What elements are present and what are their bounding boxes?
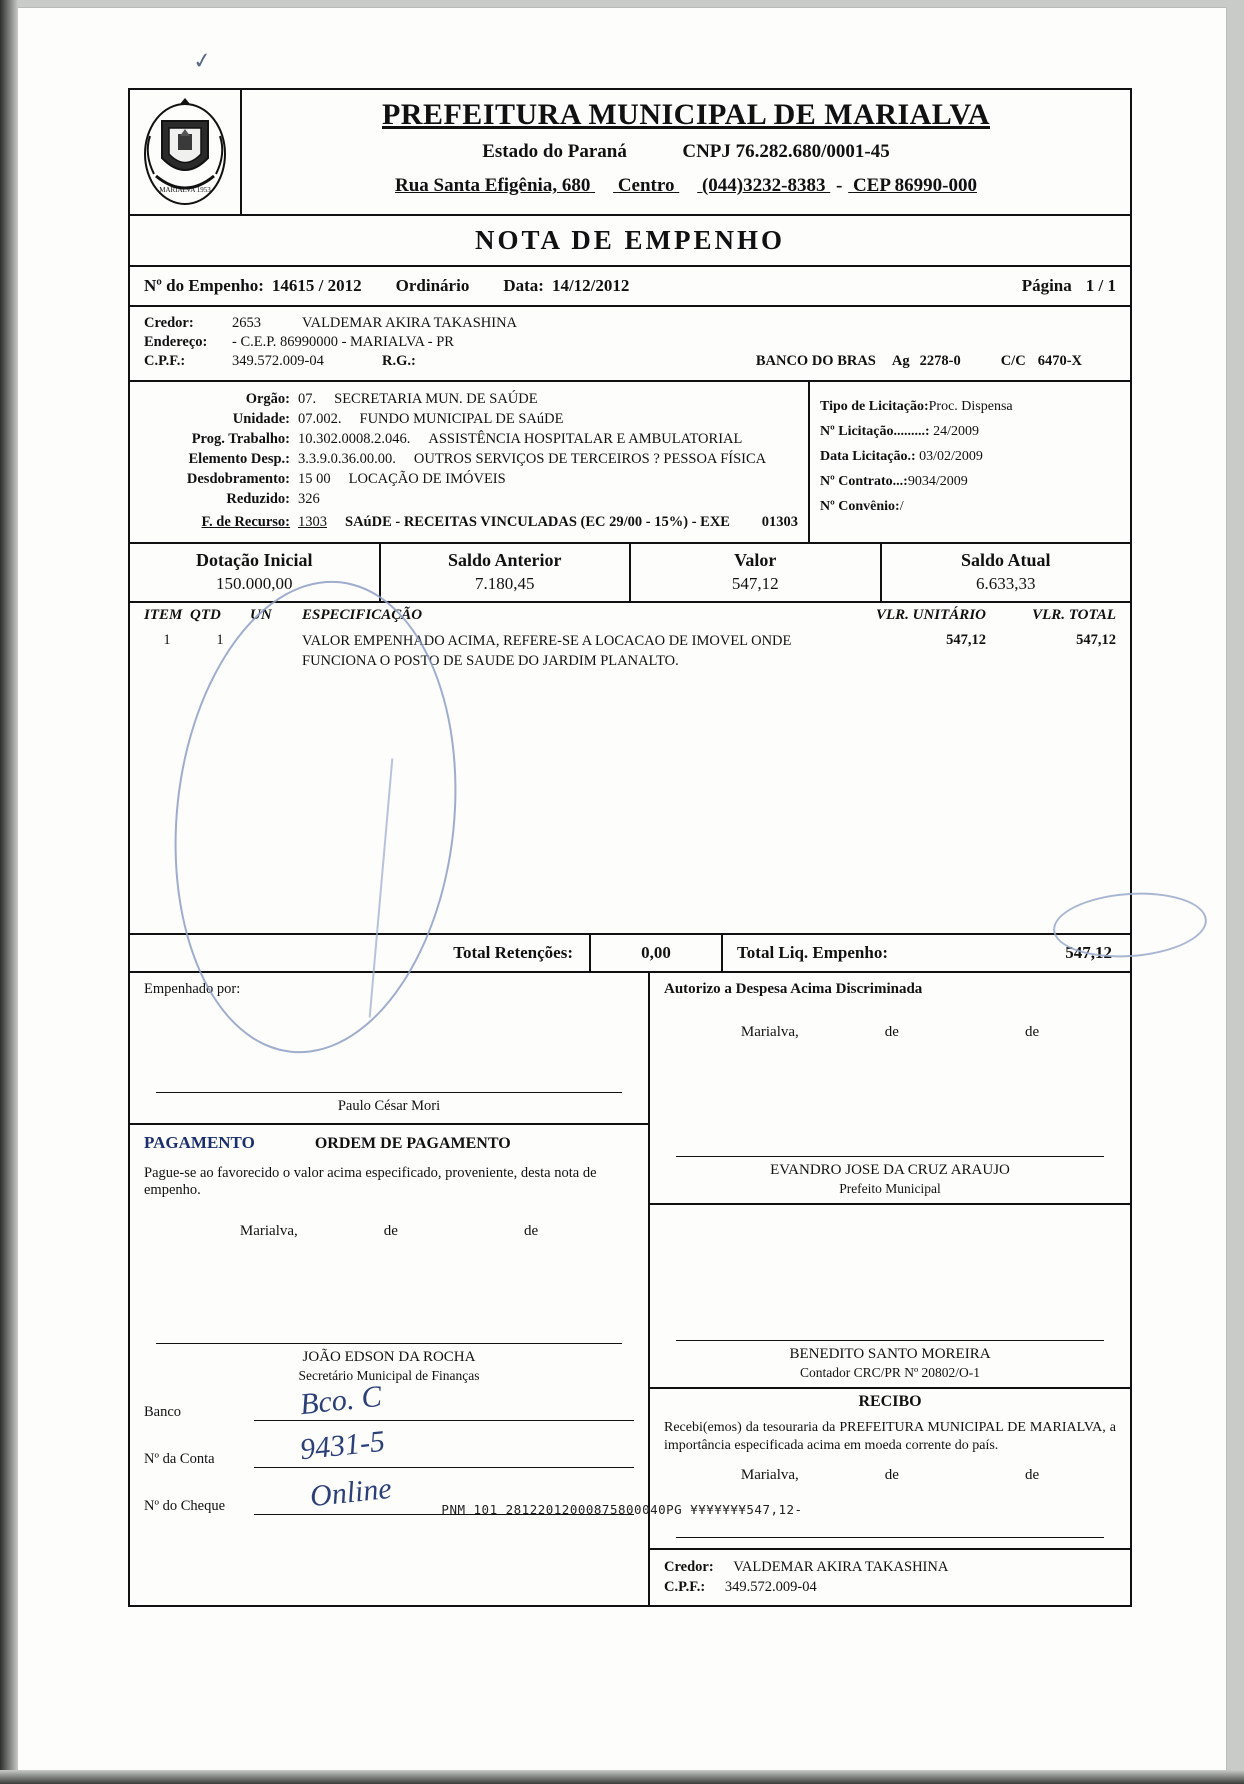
prefeito-cargo: Prefeito Municipal bbox=[839, 1181, 941, 1196]
saldo-atual-cell bbox=[882, 544, 1131, 601]
address-cep: CEP 86990-000 bbox=[852, 175, 977, 196]
num-contrato-label: Nº Contrato...: bbox=[820, 474, 908, 489]
creditor-code: 2653 bbox=[232, 315, 261, 331]
totals-row bbox=[130, 935, 1130, 973]
row-valor-unitario: 547,12 bbox=[946, 632, 986, 648]
secretario-cargo: Secretário Municipal de Finanças bbox=[298, 1368, 480, 1383]
saldo-anterior-label: Saldo Anterior bbox=[447, 550, 562, 570]
row-valor-total: 547,12 bbox=[1076, 632, 1116, 648]
empenho-type-value: Ordinário bbox=[395, 276, 470, 295]
banco-handwriting: Bco. C bbox=[298, 1379, 384, 1422]
data-licitacao-value: 03/02/2009 bbox=[919, 449, 983, 464]
svg-text:MARIALVA 1953: MARIALVA 1953 bbox=[159, 186, 211, 194]
scanned-page bbox=[18, 8, 1226, 1776]
secretario-nome: JOÃO EDSON DA ROCHA bbox=[302, 1349, 476, 1365]
col-valor-total: VLR. TOTAL bbox=[1032, 607, 1116, 623]
banco-label: Banco bbox=[144, 1404, 182, 1420]
creditor-cpf-value: 349.572.009-04 bbox=[232, 353, 324, 369]
row-un bbox=[250, 632, 302, 671]
bank-account-value: 6470-X bbox=[1037, 353, 1082, 369]
num-licitacao-label: Nº Licitação.........: bbox=[820, 424, 930, 439]
creditor-label: Credor: bbox=[144, 315, 194, 331]
items-table-header bbox=[130, 603, 1130, 626]
tipo-licitacao-label: Tipo de Licitação: bbox=[820, 399, 929, 414]
address-phone: (044)3232-8383 bbox=[701, 175, 826, 196]
row-especificacao: VALOR EMPENHADO ACIMA, REFERE-SE A LOCACAO DE IMOVEL ONDE FUNCIONA O POSTO DE SAUDE DO JARDIM PLANALTO. bbox=[302, 633, 792, 669]
tipo-licitacao-value: Proc. Dispensa bbox=[928, 399, 1013, 414]
address-district: Centro bbox=[617, 175, 675, 196]
data-licitacao-label: Data Licitação.: bbox=[820, 449, 916, 464]
desdobramento-label: Desdobramento: bbox=[186, 471, 290, 487]
creditor-address-label: Endereço: bbox=[144, 334, 208, 350]
empenho-date-value: 14/12/2012 bbox=[551, 276, 630, 295]
pagamento-label: PAGAMENTO bbox=[144, 1133, 255, 1152]
cnpj-label: CNPJ 76.282.680/0001-45 bbox=[682, 141, 890, 162]
fonte-recurso-code: 1303 bbox=[298, 514, 327, 530]
recibo-cpf-value: 349.572.009-04 bbox=[724, 1579, 817, 1596]
empenho-number-label: Nº do Empenho: bbox=[144, 276, 264, 295]
prefeito-de-2: de bbox=[1024, 1024, 1040, 1040]
elemento-desp-code: 3.3.9.0.36.00.00. bbox=[298, 451, 396, 467]
scan-edge-shadow-left bbox=[0, 0, 18, 1784]
fonte-recurso-desc: SAúDE - RECEITAS VINCULADAS (EC 29/00 - 15%) - EXE bbox=[345, 514, 730, 530]
row-item: 1 bbox=[163, 632, 171, 648]
saldo-atual-label: Saldo Atual bbox=[960, 550, 1051, 570]
ordem-pagamento-label: ORDEM DE PAGAMENTO bbox=[314, 1135, 511, 1152]
saldo-anterior-value: 7.180,45 bbox=[475, 574, 535, 593]
total-retencoes-label: Total Retenções: bbox=[453, 943, 573, 962]
recibo-de-2: de bbox=[1024, 1467, 1040, 1484]
recibo-texto: Recebi(emos) da tesouraria da PREFEITURA MUNICIPAL DE MARIALVA, a importância especificada acima em moeda corrente do país. bbox=[664, 1420, 1116, 1454]
bank-name: BANCO DO BRAS bbox=[755, 353, 876, 369]
prefeito-de-1: de bbox=[884, 1024, 899, 1040]
coat-of-arms-icon bbox=[130, 90, 242, 214]
budget-and-bidding-block bbox=[130, 382, 1130, 544]
nota-de-empenho-form bbox=[128, 88, 1132, 1607]
desdobramento-desc: LOCAÇÃO DE IMÓVEIS bbox=[348, 471, 506, 487]
empenhado-por-label: Empenhado por: bbox=[144, 981, 241, 997]
valor-value: 547,12 bbox=[731, 574, 779, 593]
fonte-recurso-num: 01303 bbox=[761, 514, 798, 530]
contador-nome: BENEDITO SANTO MOREIRA bbox=[789, 1346, 991, 1362]
secretario-signature bbox=[130, 1240, 648, 1390]
budget-classification bbox=[130, 382, 808, 542]
saldo-anterior-cell bbox=[381, 544, 632, 601]
creditor-block bbox=[130, 307, 1130, 382]
total-liquido-value: 547,12 bbox=[1065, 943, 1112, 962]
address-street: Rua Santa Efigênia, 680 bbox=[395, 175, 591, 196]
prog-trabalho-label: Prog. Trabalho: bbox=[191, 431, 290, 447]
orgao-label: Orgão: bbox=[245, 391, 290, 407]
contador-signature bbox=[650, 1295, 1130, 1387]
cheque-handwriting: Online bbox=[308, 1471, 394, 1514]
saldo-atual-value: 6.633,33 bbox=[976, 574, 1036, 593]
empenhado-por-block bbox=[130, 973, 648, 1125]
cheque-field-row[interactable] bbox=[130, 1472, 648, 1529]
num-convenio-value: / bbox=[899, 499, 904, 514]
city-hall-title: PREFEITURA MUNICIPAL DE MARIALVA bbox=[381, 98, 991, 131]
recibo-cidade: Marialva, bbox=[740, 1467, 799, 1484]
document-title: NOTA DE EMPENHO bbox=[130, 216, 1130, 267]
pague-se-texto: Pague-se ao favorecido o valor acima especificado, proveniente, desta nota de empenho. bbox=[144, 1165, 597, 1198]
footer-barcode-text: PNM 101 28122012000875800040PG ¥¥¥¥¥¥¥547,12- bbox=[441, 1502, 803, 1517]
creditor-cpf-label: C.P.F.: bbox=[144, 353, 186, 369]
col-valor-unitario: VLR. UNITÁRIO bbox=[875, 607, 986, 623]
contador-cargo: Contador CRC/PR Nº 20802/O-1 bbox=[799, 1365, 981, 1380]
pagamento-date-line bbox=[130, 1223, 648, 1240]
cheque-label: Nº do Cheque bbox=[144, 1498, 226, 1514]
pagamento-cidade: Marialva, bbox=[239, 1223, 298, 1239]
table-row bbox=[130, 626, 1130, 671]
elemento-desp-label: Elemento Desp.: bbox=[188, 451, 290, 467]
bank-agency-value: 2278-0 bbox=[919, 353, 961, 369]
items-table bbox=[130, 603, 1130, 935]
recibo-credor-label: Credor: bbox=[664, 1559, 714, 1576]
ink-doodle: ✓ bbox=[191, 46, 214, 75]
conta-handwriting: 9431-5 bbox=[298, 1424, 387, 1467]
col-especificacao: ESPECIFICAÇÃO bbox=[302, 607, 423, 623]
page-value: 1 / 1 bbox=[1085, 276, 1116, 295]
reduzido-label: Reduzido: bbox=[226, 491, 290, 507]
ordem-pagamento-block bbox=[130, 1125, 648, 1390]
fonte-recurso-label: F. de Recurso: bbox=[201, 514, 290, 530]
prefeito-block bbox=[650, 973, 1130, 1205]
total-liquido-label: Total Liq. Empenho: bbox=[721, 935, 967, 971]
valor-cell bbox=[631, 544, 882, 601]
col-qtd: QTD bbox=[190, 607, 221, 623]
num-licitacao-value: 24/2009 bbox=[933, 424, 979, 439]
num-contrato-value: 9034/2009 bbox=[907, 474, 968, 489]
banco-field-row[interactable] bbox=[130, 1379, 648, 1425]
document-header: MARIALVA 1953 PREFEITURA MUNICIPAL DE MARIALVA Estado do Paraná CNPJ 76.282.680/0001-45 Rua Santa Efigênia, 680 Centro (044)3232-8383 - CEP 86990-000 bbox=[130, 90, 1130, 216]
empenhado-por-nome: Paulo César Mori bbox=[337, 1098, 441, 1114]
recibo-cpf-label: C.P.F.: bbox=[664, 1579, 706, 1596]
empenho-date-label: Data: bbox=[503, 276, 544, 295]
elemento-desp-desc: OUTROS SERVIÇOS DE TERCEIROS ? PESSOA FÍSICA bbox=[413, 451, 767, 467]
dotacao-inicial-value: 150.000,00 bbox=[216, 574, 293, 593]
conta-label: Nº da Conta bbox=[144, 1451, 215, 1467]
prefeito-signature bbox=[650, 1111, 1130, 1203]
contador-block bbox=[650, 1205, 1130, 1389]
unidade-label: Unidade: bbox=[232, 411, 290, 427]
recibo-de-1: de bbox=[884, 1467, 899, 1484]
dotacao-inicial-cell bbox=[130, 544, 381, 601]
unidade-code: 07.002. bbox=[298, 411, 342, 427]
recibo-block bbox=[650, 1389, 1130, 1605]
bank-agency-label: Ag bbox=[891, 353, 910, 369]
pagamento-de-2: de bbox=[523, 1223, 539, 1239]
creditor-name: VALDEMAR AKIRA TAKASHINA bbox=[302, 315, 518, 331]
scan-edge-shadow-bottom bbox=[0, 1770, 1244, 1784]
conta-field-row[interactable] bbox=[130, 1425, 648, 1472]
row-qtd: 1 bbox=[216, 632, 224, 648]
creditor-address-value: - C.E.P. 86990000 - MARIALVA - PR bbox=[232, 334, 454, 350]
empenho-summary-row bbox=[130, 267, 1130, 307]
col-un: UN bbox=[250, 607, 272, 623]
unidade-desc: FUNDO MUNICIPAL DE SAúDE bbox=[359, 411, 564, 427]
state-label: Estado do Paraná bbox=[482, 141, 627, 162]
total-retencoes-value: 0,00 bbox=[589, 935, 721, 971]
bank-account-label: C/C bbox=[1000, 353, 1026, 369]
col-item: ITEM bbox=[144, 607, 183, 623]
pagamento-de-1: de bbox=[383, 1223, 398, 1239]
recibo-credor-nome: VALDEMAR AKIRA TAKASHINA bbox=[733, 1559, 949, 1576]
orgao-code: 07. bbox=[298, 391, 317, 407]
reduzido-code: 326 bbox=[298, 491, 320, 507]
page-label: Página bbox=[1021, 276, 1072, 295]
orgao-desc: SECRETARIA MUN. DE SAÚDE bbox=[334, 391, 538, 407]
recibo-creditor-info bbox=[650, 1548, 1130, 1605]
prefeito-cidade: Marialva, bbox=[740, 1024, 799, 1040]
valor-label: Valor bbox=[734, 550, 777, 570]
dotacao-inicial-label: Dotação Inicial bbox=[196, 550, 313, 570]
empenho-number-value: 14615 / 2012 bbox=[271, 276, 362, 295]
autorizo-label: Autorizo a Despesa Acima Discriminada bbox=[664, 981, 923, 997]
bidding-info bbox=[808, 382, 1130, 542]
appropriation-summary bbox=[130, 544, 1130, 603]
recibo-title: RECIBO bbox=[858, 1393, 922, 1410]
prog-trabalho-desc: ASSISTÊNCIA HOSPITALAR E AMBULATORIAL bbox=[428, 431, 743, 447]
prog-trabalho-code: 10.302.0008.2.046. bbox=[298, 431, 411, 447]
desdobramento-code: 15 00 bbox=[298, 471, 331, 487]
num-convenio-label: Nº Convênio: bbox=[820, 499, 900, 514]
creditor-rg-label: R.G.: bbox=[382, 353, 416, 369]
prefeito-nome: EVANDRO JOSE DA CRUZ ARAUJO bbox=[770, 1162, 1010, 1178]
